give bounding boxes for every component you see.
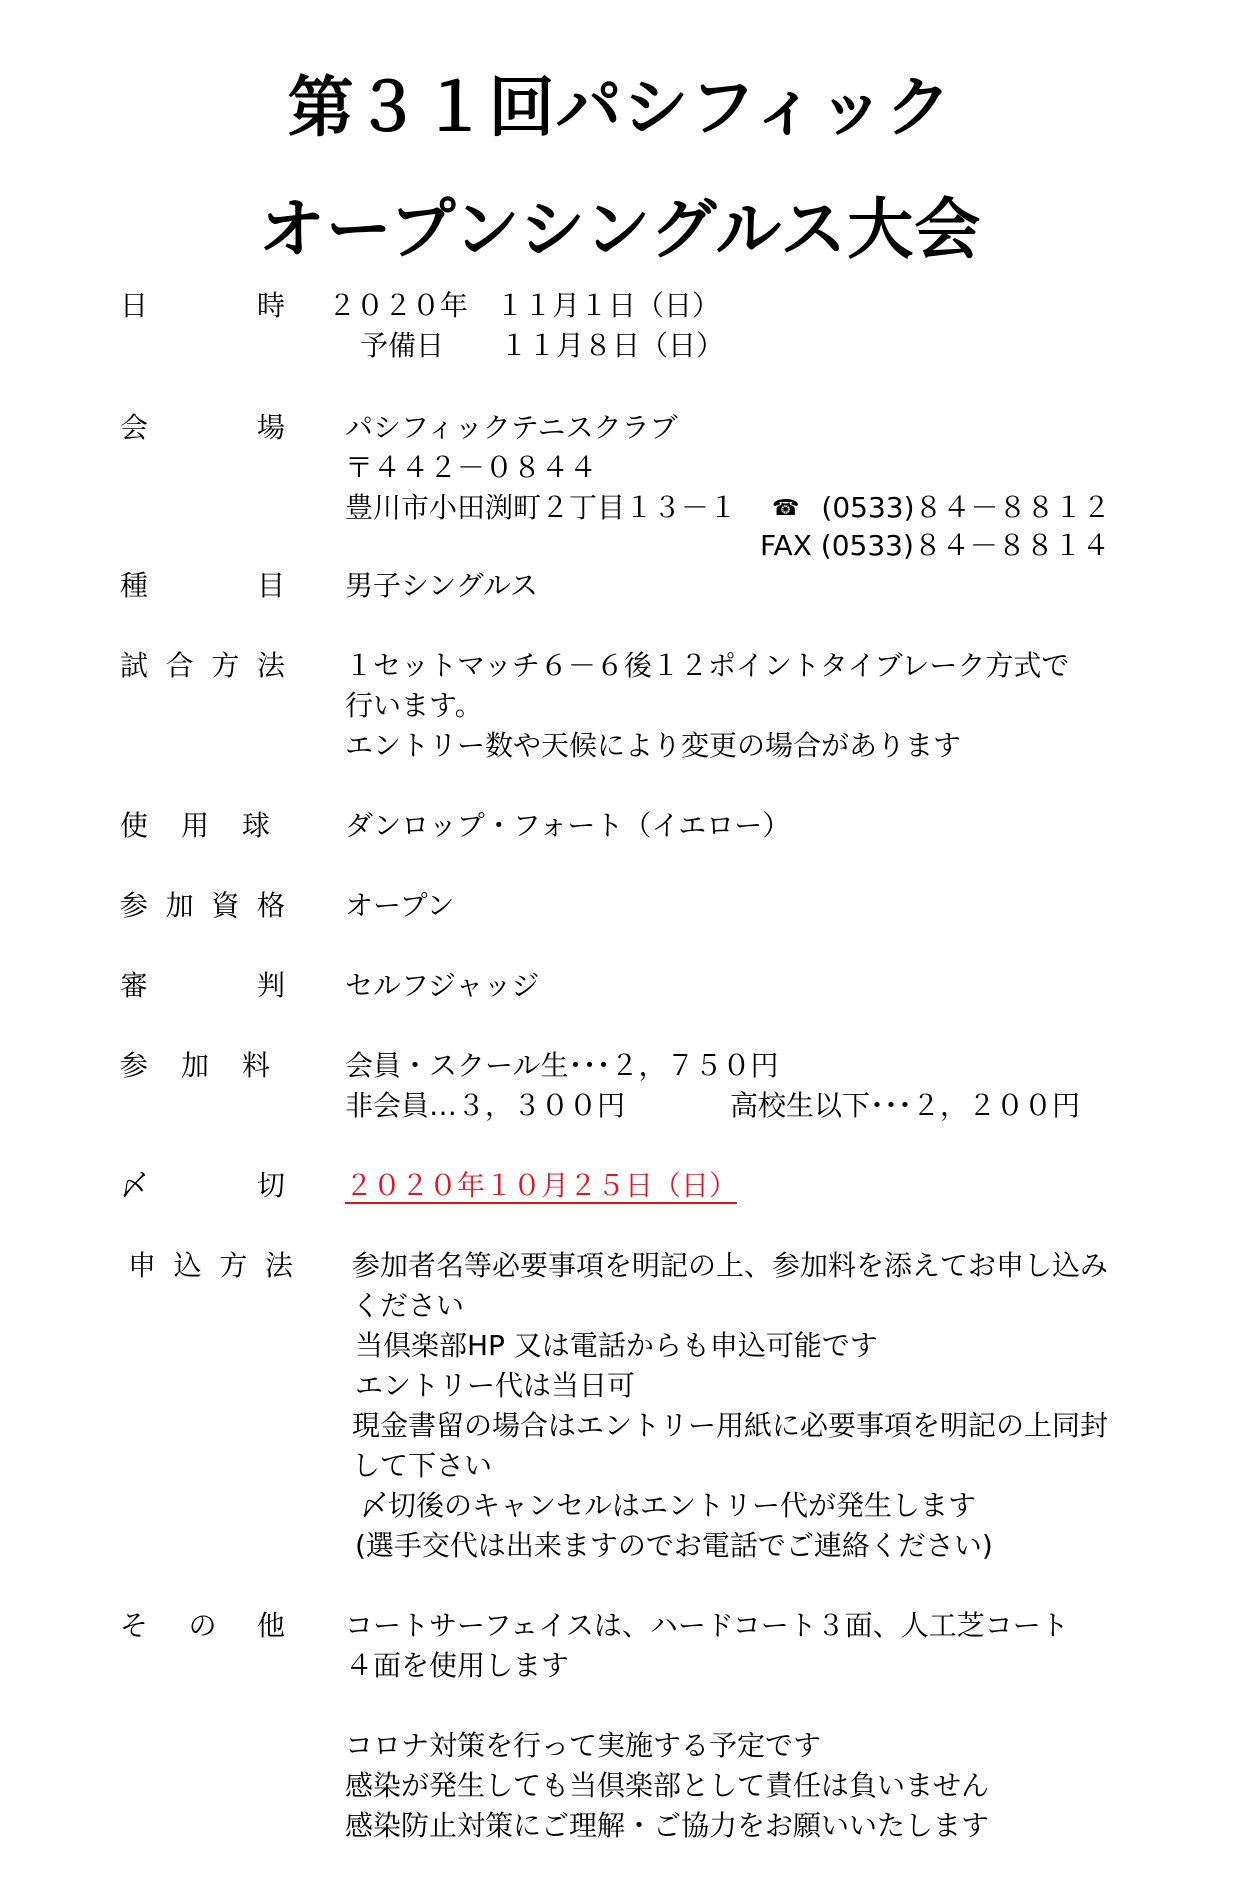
apply-line-1: 参加者名等必要事項を明記の上、参加料を添えてお申し込み xyxy=(352,1249,1109,1282)
date-reserve: 予備日 １１月８日（日） xyxy=(360,329,725,362)
fee-nonmember: 非会員…３，３００円 xyxy=(345,1089,626,1122)
label-eligibility: 参 加 資 格 xyxy=(120,889,285,922)
event-value: 男子シングルス xyxy=(345,569,539,602)
date-main: ２０２０年 １１月１日（日） xyxy=(328,289,721,322)
apply-line-5: 現金書留の場合はエントリー用紙に必要事項を明記の上同封 xyxy=(352,1409,1109,1442)
apply-line-3: 当倶楽部HP 又は電話からも申込可能です xyxy=(355,1329,878,1362)
venue-address: 豊川市小田渕町２丁目１３－１ xyxy=(345,491,738,524)
deadline-value: ２０２０年１０月２５日（日） xyxy=(345,1169,738,1202)
label-apply: 申 込 方 法 xyxy=(128,1249,293,1282)
title-line-1: 第３１回パシフィック xyxy=(287,69,953,146)
apply-line-6: して下さい xyxy=(352,1449,493,1482)
venue-tel xyxy=(772,488,1111,529)
apply-line-8: (選手交代は出来ますのでお電話でご連絡ください) xyxy=(355,1529,993,1562)
title-line-2: オープンシングルス大会 xyxy=(258,191,982,268)
venue-name: パシフィックテニスクラブ xyxy=(345,411,678,444)
label-other: そ の 他 xyxy=(120,1609,285,1642)
other-line-4: 感染が発生しても当倶楽部として責任は負いません xyxy=(345,1769,990,1802)
label-fee: 参 加 料 xyxy=(120,1049,270,1082)
label-format: 試 合 方 法 xyxy=(120,649,285,682)
phone-icon: ☎ xyxy=(772,496,800,521)
other-line-3: コロナ対策を行って実施する予定です xyxy=(345,1729,822,1762)
venue-fax: FAX (0533)８４－８８１４ xyxy=(760,529,1110,562)
other-line-5: 感染防止対策にご理解・ご協力をお願いいたします xyxy=(345,1809,990,1842)
label-referee: 審 判 xyxy=(120,969,285,1002)
label-event: 種 目 xyxy=(120,569,285,602)
apply-line-7: 〆切後のキャンセルはエントリー代が発生します xyxy=(360,1489,977,1522)
referee-value: セルフジャッジ xyxy=(345,969,540,1002)
label-ball: 使 用 球 xyxy=(120,809,270,842)
eligibility-value: オープン xyxy=(345,889,455,922)
label-datetime: 日 時 xyxy=(120,289,285,322)
apply-line-4: エントリー代は当日可 xyxy=(355,1369,636,1402)
format-line-1: １セットマッチ６－６後１２ポイントタイブレーク方式で xyxy=(345,649,1070,682)
other-line-1: コートサーフェイスは、ハードコート３面、人工芝コート xyxy=(345,1609,1069,1642)
apply-line-2: ください xyxy=(352,1289,465,1322)
format-line-2: 行います。 xyxy=(345,689,483,722)
label-deadline: 〆 切 xyxy=(120,1169,285,1202)
venue-postal: 〒４４２－０８４４ xyxy=(345,451,598,484)
other-line-2: ４面を使用します xyxy=(345,1649,570,1682)
label-venue: 会 場 xyxy=(120,411,285,444)
fee-highschool: 高校生以下･･･２，２００円 xyxy=(730,1089,1081,1122)
fee-member: 会員・スクール生･･･２，７５０円 xyxy=(345,1049,779,1082)
venue-tel-number: (0533)８４－８８１２ xyxy=(821,491,1111,524)
format-line-3: エントリー数や天候により変更の場合があります xyxy=(345,729,962,762)
ball-value: ダンロップ・フォート（イエロー） xyxy=(345,809,791,842)
